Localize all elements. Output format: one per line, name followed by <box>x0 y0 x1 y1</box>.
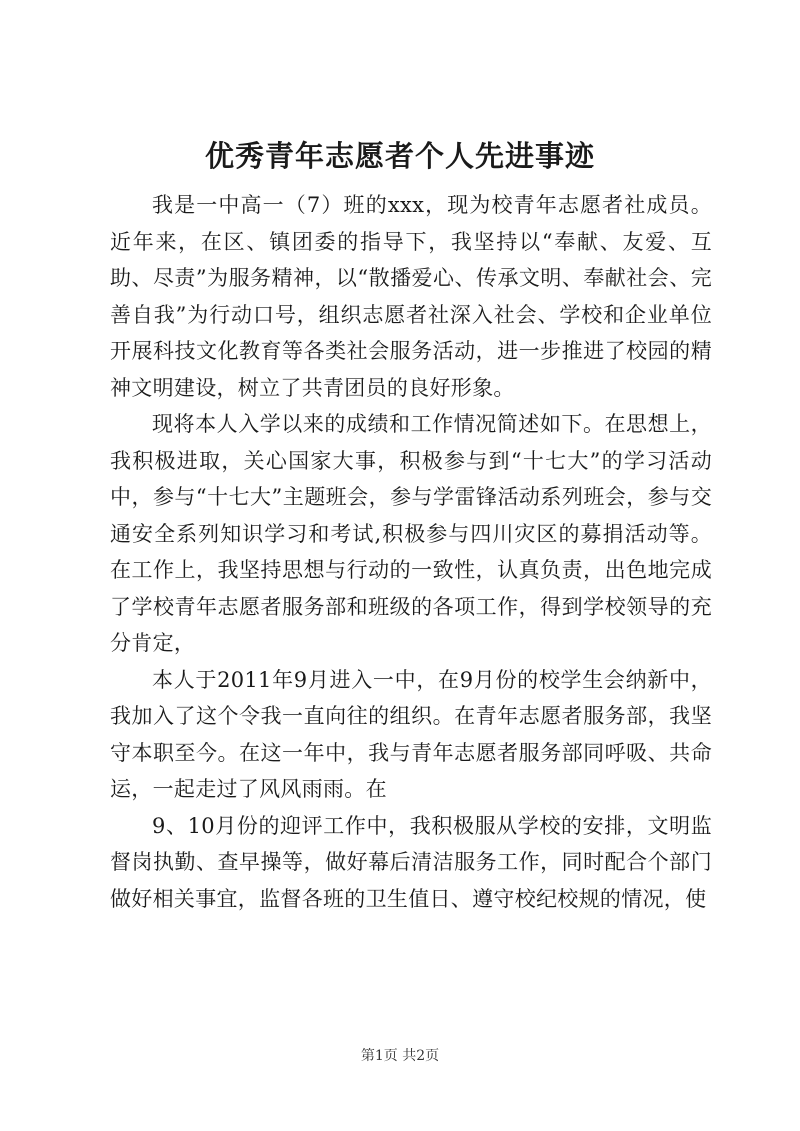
paragraph-achievements: 现将本人入学以来的成绩和工作情况简述如下。在思想上，我积极进取，关心国家大事，积极参与到“十七大”的学习活动中，参与“十七大”主题班会，参与学雷锋活动系列班会，参与交通安全系列知识学习和考试,积极参与四川灾区的募捐活动等。在工作上，我坚持思想与行动的一致性，认真负责，出色地完成了学校青年志愿者服务部和班级的各项工作，得到学校领导的充分肯定， <box>110 412 712 655</box>
paragraph-joining: 本人于2011年9月进入一中，在9月份的校学生会纳新中，我加入了这个令我一直向往的组织。在青年志愿者服务部，我坚守本职至今。在这一年中，我与青年志愿者服务部同呼吸、共命运，一起走过了风风雨雨。在 <box>110 667 712 801</box>
page-title: 优秀青年志愿者个人先进事迹 <box>204 139 595 173</box>
paragraph-evaluation-work: 9、10月份的迎评工作中，我积极服从学校的安排，文明监督岗执勤、查早操等，做好幕后清洁服务工作，同时配合个部门做好相关事宜，监督各班的卫生值日、遵守校纪校规的情况，使 <box>110 813 712 911</box>
document-body <box>110 187 712 917</box>
page-number-footer: 第1页 共2页 <box>360 1048 440 1064</box>
paragraph-intro: 我是一中高一（7）班的xxx，现为校青年志愿者社成员。近年来，在区、镇团委的指导下，我坚持以“奉献、友爱、互助、尽责”为服务精神，以“散播爱心、传承文明、奉献社会、完善自我”为行动口号，组织志愿者社深入社会、学校和企业单位开展科技文化教育等各类社会服务活动，进一步推进了校园的精神文明建设，树立了共青团员的良好形象。 <box>110 193 712 400</box>
